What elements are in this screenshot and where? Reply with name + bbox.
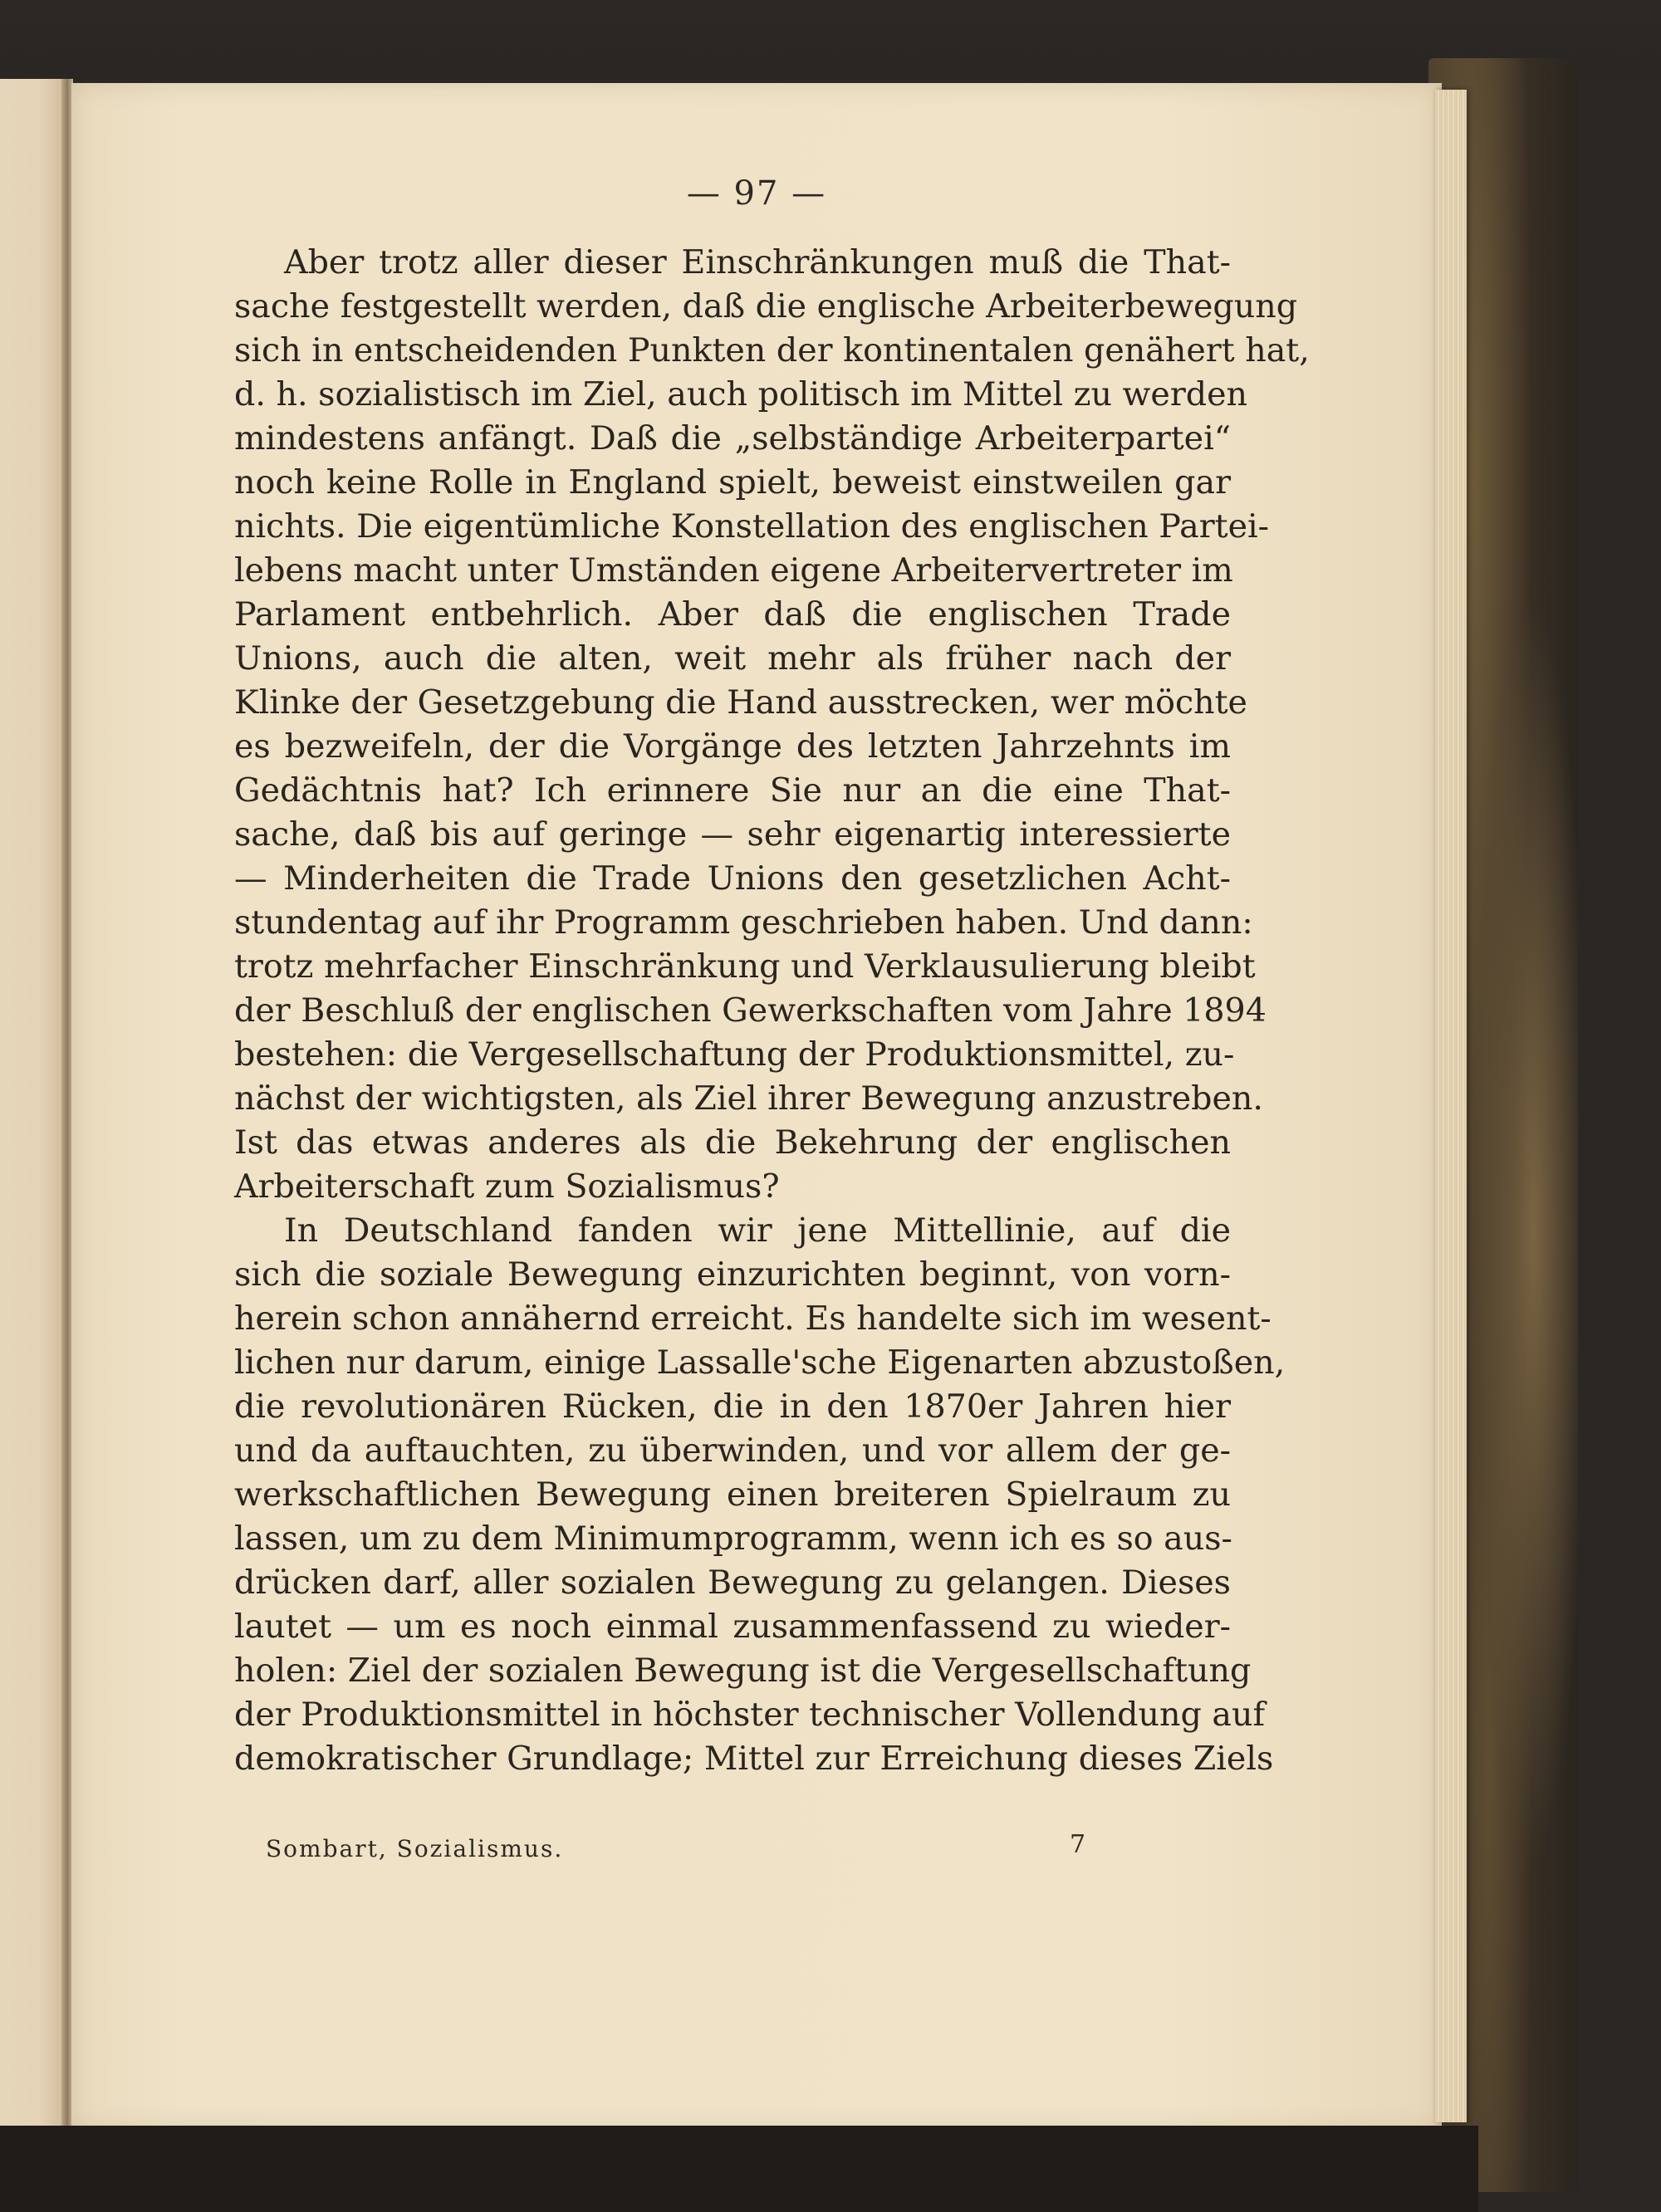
text-line-34: der Produktionsmittel in höchster technischer Vollendung auf (234, 1696, 1266, 1734)
text-line-26: lichen nur darum, einige Lassalle'sche Eigenarten abzustoßen, (234, 1343, 1286, 1382)
table-background (0, 0, 1661, 79)
text-line-19: bestehen: die Vergesellschaftung der Produktionsmittel, zu- (234, 1035, 1235, 1074)
text-line-11: Klinke der Gesetzgebung die Hand ausstrecken, wer möchte (234, 683, 1247, 722)
text-line-5: mindestens anfängt. Daß die „selbständige Arbeiterpartei“ (234, 419, 1231, 458)
text-line-13: Gedächtnis hat? Ich erinnere Sie nur an die eine That- (234, 771, 1231, 810)
text-line-33: holen: Ziel der sozialen Bewegung ist die Vergesellschaftung (234, 1652, 1252, 1690)
text-line-14: sache, daß bis auf geringe — sehr eigenartig interessierte (234, 815, 1231, 854)
text-line-6: noch keine Rolle in England spielt, beweist einstweilen gar (234, 463, 1231, 502)
text-line-16: stundentag auf ihr Programm geschrieben haben. Und dann: (234, 903, 1253, 942)
text-line-24: sich die soziale Bewegung einzurichten beginnt, von vorn- (234, 1255, 1231, 1294)
text-line-7: nichts. Die eigentümliche Konstellation des englischen Partei- (234, 507, 1270, 546)
text-line-10: Unions, auch die alten, weit mehr als früher nach der (234, 639, 1231, 678)
text-line-17: trotz mehrfacher Einschränkung und Verklausulierung bleibt (234, 947, 1256, 986)
text-line-29: werkschaftlichen Bewegung einen breiteren Spielraum zu (234, 1475, 1231, 1514)
text-line-20: nächst der wichtigsten, als Ziel ihrer Bewegung anzustreben. (234, 1079, 1263, 1118)
text-line-22: Arbeiterschaft zum Sozialismus? (234, 1167, 780, 1206)
bottom-shadow (0, 2126, 1478, 2212)
text-line-1: Aber trotz aller dieser Einschränkungen muß die That- (284, 243, 1231, 281)
text-line-27: die revolutionären Rücken, die in den 1870er Jahren hier (234, 1387, 1231, 1426)
page-number-header: — 97 — (686, 174, 827, 213)
text-line-9: Parlament entbehrlich. Aber daß die englischen Trade (234, 595, 1231, 634)
text-line-31: drücken darf, aller sozialen Bewegung zu gelangen. Dieses (234, 1564, 1231, 1602)
page-edges-stack (1435, 90, 1467, 2122)
signature-line: Sombart, Sozialismus. (266, 1835, 564, 1862)
text-line-35: demokratischer Grundlage; Mittel zur Erreichung dieses Ziels (234, 1740, 1274, 1778)
previous-page-edge (0, 79, 66, 2136)
text-line-8: lebens macht unter Umständen eigene Arbeitervertreter im (234, 551, 1233, 590)
text-line-21: Ist das etwas anderes als die Bekehrung der englischen (234, 1123, 1231, 1162)
text-line-2: sache festgestellt werden, daß die englische Arbeiterbewegung (234, 287, 1298, 325)
text-line-28: und da auftauchten, zu überwinden, und vor allem der ge- (234, 1431, 1231, 1470)
body-text (234, 241, 1310, 1781)
text-line-25: herein schon annähernd erreicht. Es handelte sich im wesent- (234, 1299, 1271, 1338)
text-line-15: — Minderheiten die Trade Unions den gesetzlichen Acht- (234, 859, 1231, 898)
text-line-4: d. h. sozialistisch im Ziel, auch politisch im Mittel zu werden (234, 375, 1248, 414)
text-line-23: In Deutschland fanden wir jene Mittellinie, auf die (284, 1211, 1231, 1250)
text-line-3: sich in entscheidenden Punkten der kontinentalen genähert hat, (234, 331, 1310, 369)
sheet-number: 7 (1070, 1830, 1086, 1859)
text-line-18: der Beschluß der englischen Gewerkschaften vom Jahre 1894 (234, 991, 1267, 1030)
text-line-32: lautet — um es noch einmal zusammenfassend zu wieder- (234, 1608, 1231, 1646)
text-line-30: lassen, um zu dem Minimumprogramm, wenn ich es so aus- (234, 1520, 1232, 1558)
text-line-12: es bezweifeln, der die Vorgänge des letzten Jahrzehnts im (234, 727, 1231, 766)
